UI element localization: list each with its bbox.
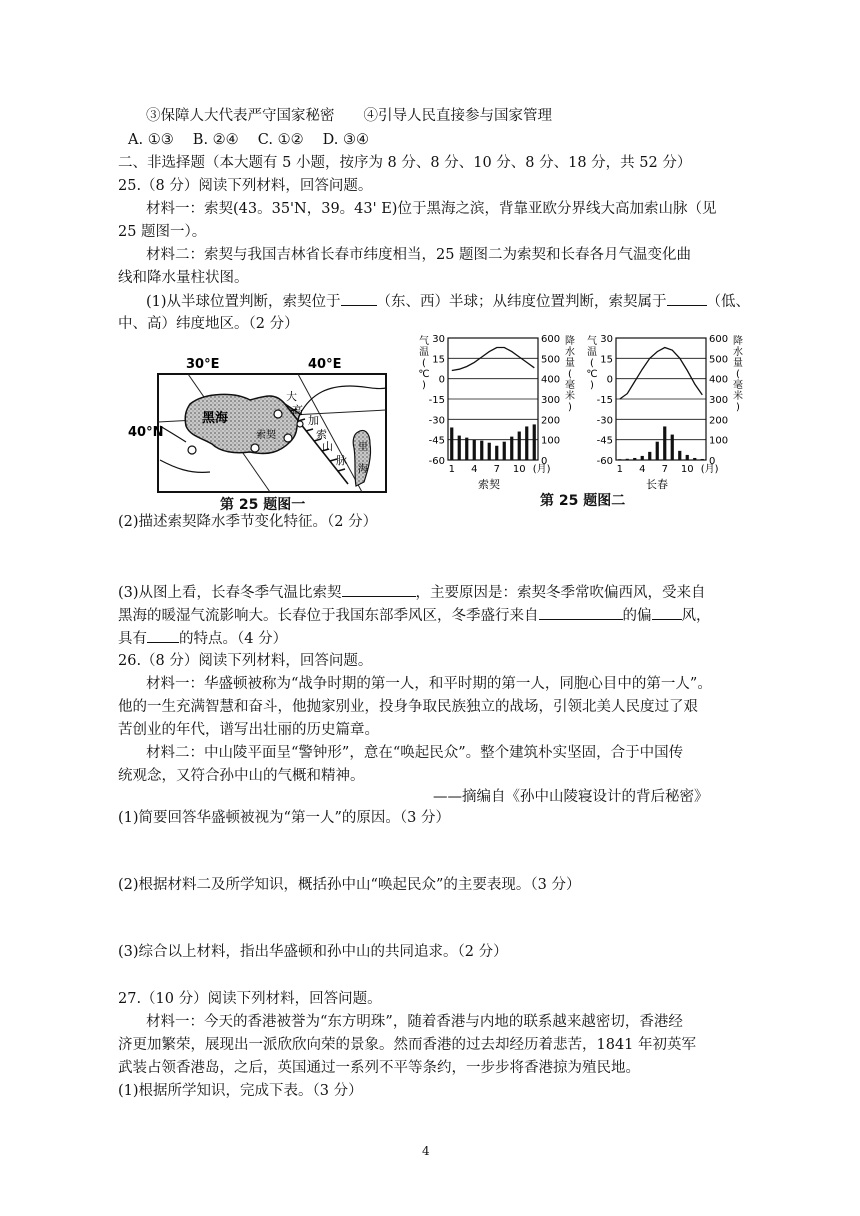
option-line-1: ③保障人大代表严守国家秘密 ④引导人民直接参与国家管理	[146, 108, 552, 124]
sochi-precip-bar	[533, 424, 536, 460]
climate-caption: 第 25 题图二	[540, 493, 626, 509]
changchun-month-tick: 1	[616, 464, 623, 475]
sochi-month-unit: (月)	[532, 464, 551, 475]
sochi-climate-chart	[412, 326, 592, 494]
q25-sub-3-part-g: 的特点。（4 分）	[179, 631, 288, 647]
sochi-precip-axis-label: (	[568, 369, 572, 380]
label-mountain-3: 加	[308, 414, 319, 427]
sochi-precip-bar	[450, 427, 453, 460]
changchun-precip-bar	[671, 435, 674, 460]
q25-sub-1	[146, 291, 750, 312]
changchun-city-label: 长春	[646, 478, 668, 491]
sochi-month-tick: 10	[512, 464, 526, 475]
changchun-temp-tick: 0	[606, 374, 613, 386]
changchun-temp-tick: 15	[600, 354, 613, 366]
changchun-precip-bar	[693, 458, 696, 460]
label-caspian-2: 海	[358, 464, 368, 475]
q26-material-2: 材料二：中山陵平面呈“警钟形”，意在“唤起民众”。整个建筑朴实坚固，合于中国传	[146, 745, 684, 761]
sochi-precip-axis-label: 量	[565, 358, 575, 369]
sochi-precip-tick: 400	[541, 374, 561, 386]
changchun-precip-bar	[678, 451, 681, 460]
sochi-temp-axis-label: (	[422, 358, 426, 369]
sochi-temp-axis-label: 温	[419, 347, 429, 358]
q26-material-2-cont: 统观念，又符合孙中山的气概和精神。	[118, 768, 365, 784]
sochi-precip-bar	[473, 440, 476, 460]
page-number: 4	[422, 1144, 430, 1158]
sochi-precip-axis-label: 米	[565, 391, 575, 402]
q26-material-1-cont-1: 他的一生充满智慧和奋斗，他抛家别业，投身争取民族独立的战场，引领北美人民度过了艰	[118, 699, 698, 715]
q25-material-1: 材料一：索契(43。35'N，39。43' E)位于黑海之滨，背靠亚欧分界线大高加索山脉（见	[146, 201, 717, 217]
changchun-precip-bar	[663, 426, 666, 460]
answer-blank[interactable]	[539, 605, 623, 620]
sochi-city-label: 索契	[478, 478, 500, 491]
answer-blank[interactable]	[652, 605, 682, 620]
sochi-month-tick: 1	[448, 464, 455, 475]
sochi-precip-axis-label: )	[568, 402, 572, 413]
sochi-precip-tick: 200	[541, 415, 561, 427]
label-mountain-1: 大	[286, 390, 297, 403]
label-mountain-2: 高	[292, 404, 303, 417]
q25-sub-3-part-f: 具有	[118, 631, 147, 647]
label-lat-40: 40°N	[128, 425, 164, 440]
changchun-precip-bar	[648, 452, 651, 460]
q27-material-1: 材料一：今天的香港被誉为“东方明珠”，随着香港与内地的联系越来越密切，香港经	[146, 1014, 683, 1030]
q25-material-2-cont: 线和降水量柱状图。	[118, 270, 249, 286]
changchun-temp-axis-label: )	[590, 380, 594, 391]
sochi-month-tick: 7	[493, 464, 500, 475]
q26-material-1-cont-2: 苦创业的年代，谱写出壮丽的历史篇章。	[118, 722, 379, 738]
changchun-precip-axis-label: 米	[733, 391, 743, 402]
q25-sub-2: (2)描述索契降水季节变化特征。（2 分）	[118, 514, 378, 530]
sochi-month-tick: 4	[471, 464, 478, 475]
question-27-title: 27.（10 分）阅读下列材料，回答问题。	[118, 991, 382, 1007]
sochi-precip-bar	[480, 441, 483, 460]
changchun-precip-tick: 600	[709, 334, 729, 345]
changchun-temp-axis-label: (	[590, 358, 594, 369]
changchun-month-tick: 7	[661, 464, 668, 475]
changchun-precip-tick: 400	[709, 374, 729, 386]
changchun-precip-axis-label: (	[736, 369, 740, 380]
changchun-temp-tick: -60	[596, 456, 613, 467]
sochi-precip-tick: 600	[541, 334, 561, 345]
sochi-temp-tick: -60	[428, 456, 445, 467]
q26-sub-2: (2)根据材料二及所学知识，概括孙中山“唤起民众”的主要表现。（3 分）	[118, 877, 581, 893]
q25-sub-1-cont: 中、高）纬度地区。（2 分）	[118, 316, 299, 332]
sochi-precip-tick: 300	[541, 395, 561, 406]
changchun-temp-axis-label: 气	[587, 336, 597, 347]
q26-sub-3: (3)综合以上材料，指出华盛顿和孙中山的共同追求。（2 分）	[118, 944, 508, 960]
q25-sub-3-part-a: (3)从图上看，长春冬季气温比索契	[118, 585, 342, 601]
sochi-precip-bar	[525, 426, 528, 460]
changchun-precip-bar	[656, 442, 659, 460]
label-lon-30: 30°E	[186, 357, 220, 372]
changchun-precip-bar	[641, 456, 644, 460]
label-lon-40: 40°E	[308, 357, 342, 372]
sochi-temp-axis-label: )	[422, 380, 426, 391]
changchun-precip-tick: 500	[709, 354, 729, 366]
label-mountain-5: 山	[322, 440, 333, 453]
sochi-precip-tick: 500	[541, 354, 561, 366]
q25-sub-3-part-d: 的偏	[622, 608, 652, 624]
sochi-temp-tick: -15	[428, 395, 445, 406]
sochi-precip-bar	[465, 438, 468, 460]
changchun-precip-bar	[618, 459, 621, 460]
map-caption: 第 25 题图一	[220, 497, 306, 513]
q25-sub-3-part-c: 黑海的暖湿气流影响大。长春位于我国东部季风区，冬季盛行来自	[118, 608, 539, 624]
changchun-precip-axis-label: )	[736, 402, 740, 413]
q25-material-2: 材料二：索契与我国吉林省长春市纬度相当，25 题图二为索契和长春各月气温变化曲	[146, 247, 692, 263]
q25-sub-3-line-3	[118, 628, 287, 649]
changchun-temp-tick: -30	[596, 415, 613, 427]
changchun-temp-line	[620, 348, 703, 400]
changchun-precip-axis-label: 水	[733, 347, 743, 358]
q25-sub-1-part-b: （东、西）半球；从纬度位置判断，索契属于	[376, 294, 667, 310]
q26-material-1: 材料一：华盛顿被称为“战争时期的第一人，和平时期的第一人，同胞心目中的第一人”。	[146, 676, 712, 692]
q25-sub-3-part-b: ，主要原因是：索契冬季常吹偏西风，受来自	[415, 585, 706, 601]
label-sochi: 索契	[256, 430, 276, 441]
label-caspian-1: 里	[358, 442, 368, 453]
changchun-precip-tick: 0	[709, 456, 716, 467]
label-mountain-4: 索	[316, 428, 327, 441]
changchun-precip-bar	[686, 455, 689, 460]
sochi-precip-bar	[510, 437, 513, 460]
label-black-sea: 黑海	[202, 411, 229, 426]
sochi-precip-bar	[518, 432, 521, 460]
sochi-precip-axis-label: 水	[565, 347, 575, 358]
q27-material-1-cont-1: 济更加繁荣，展现出一派欣欣向荣的景象。然而香港的过去却经历着悲苦，1841 年初英军	[118, 1037, 697, 1053]
changchun-precip-tick: 100	[709, 435, 729, 447]
question-26-title: 26.（8 分）阅读下列材料，回答问题。	[118, 653, 373, 669]
answer-blank[interactable]	[667, 291, 707, 306]
sochi-temp-tick: 0	[438, 374, 445, 386]
changchun-precip-axis-label: 毫	[733, 380, 743, 391]
sochi-precip-bar	[495, 446, 498, 460]
question-25-title: 25.（8 分）阅读下列材料，回答问题。	[118, 178, 373, 194]
q25-sub-1-part-c: （低、	[706, 294, 751, 310]
answer-options: A. ①③ B. ②④ C. ①② D. ③④	[128, 132, 370, 148]
sochi-precip-bar	[488, 443, 491, 460]
sochi-precip-axis-label: 毫	[565, 380, 575, 391]
sochi-precip-bar	[458, 436, 461, 460]
sochi-precip-axis-label: 降	[565, 336, 575, 347]
answer-blank[interactable]	[147, 628, 179, 643]
changchun-temp-axis-label: ℃	[586, 369, 598, 380]
changchun-temp-tick: -45	[596, 435, 613, 447]
changchun-precip-bar	[701, 459, 704, 460]
q25-sub-1-part-a: (1)从半球位置判断，索契位于	[146, 294, 341, 310]
changchun-temp-tick: -15	[596, 395, 613, 406]
label-mountain-6: 脉	[336, 454, 347, 467]
answer-blank[interactable]	[342, 582, 416, 597]
q25-sub-3	[118, 582, 706, 603]
q26-sub-1: (1)简要回答华盛顿被视为“第一人”的原因。（3 分）	[118, 810, 450, 826]
changchun-precip-axis-label: 量	[733, 358, 743, 369]
sochi-temp-tick: 30	[432, 334, 445, 345]
q25-material-1-cont: 25 题图一）。	[118, 224, 207, 240]
sochi-precip-bar	[503, 442, 506, 460]
section-title: 二、非选择题（本大题有 5 小题，按序为 8 分、8 分、10 分、8 分、18 分，共 52 分）	[118, 155, 692, 171]
changchun-temp-tick: 30	[600, 334, 613, 345]
sochi-precip-tick: 100	[541, 435, 561, 447]
sochi-temp-tick: 15	[432, 354, 445, 366]
changchun-month-tick: 10	[680, 464, 694, 475]
q25-sub-3-line-2	[118, 605, 711, 626]
sochi-temp-axis-label: ℃	[418, 369, 430, 380]
changchun-precip-axis-label: 降	[733, 336, 743, 347]
q27-material-1-cont-2: 武装占领香港岛，之后，英国通过一系列不平等条约，一步步将香港掠为殖民地。	[118, 1060, 640, 1076]
q26-source: ——摘编自《孙中山陵寝设计的背后秘密》	[433, 789, 709, 805]
changchun-month-tick: 4	[639, 464, 646, 475]
sochi-map	[128, 352, 400, 512]
sochi-temp-axis-label: 气	[419, 336, 429, 347]
changchun-month-unit: (月)	[700, 464, 719, 475]
q25-sub-3-part-e: 风，	[681, 608, 711, 624]
changchun-climate-chart	[580, 326, 760, 494]
q27-sub-1: (1)根据所学知识，完成下表。（3 分）	[118, 1083, 363, 1099]
sochi-precip-tick: 0	[541, 456, 548, 467]
sochi-temp-line	[452, 348, 535, 371]
changchun-precip-tick: 200	[709, 415, 729, 427]
changchun-temp-axis-label: 温	[587, 347, 597, 358]
sochi-temp-tick: -45	[428, 435, 445, 447]
changchun-precip-tick: 300	[709, 395, 729, 406]
answer-blank[interactable]	[341, 291, 377, 306]
changchun-precip-bar	[626, 459, 629, 460]
changchun-precip-bar	[633, 458, 636, 460]
sochi-temp-tick: -30	[428, 415, 445, 427]
